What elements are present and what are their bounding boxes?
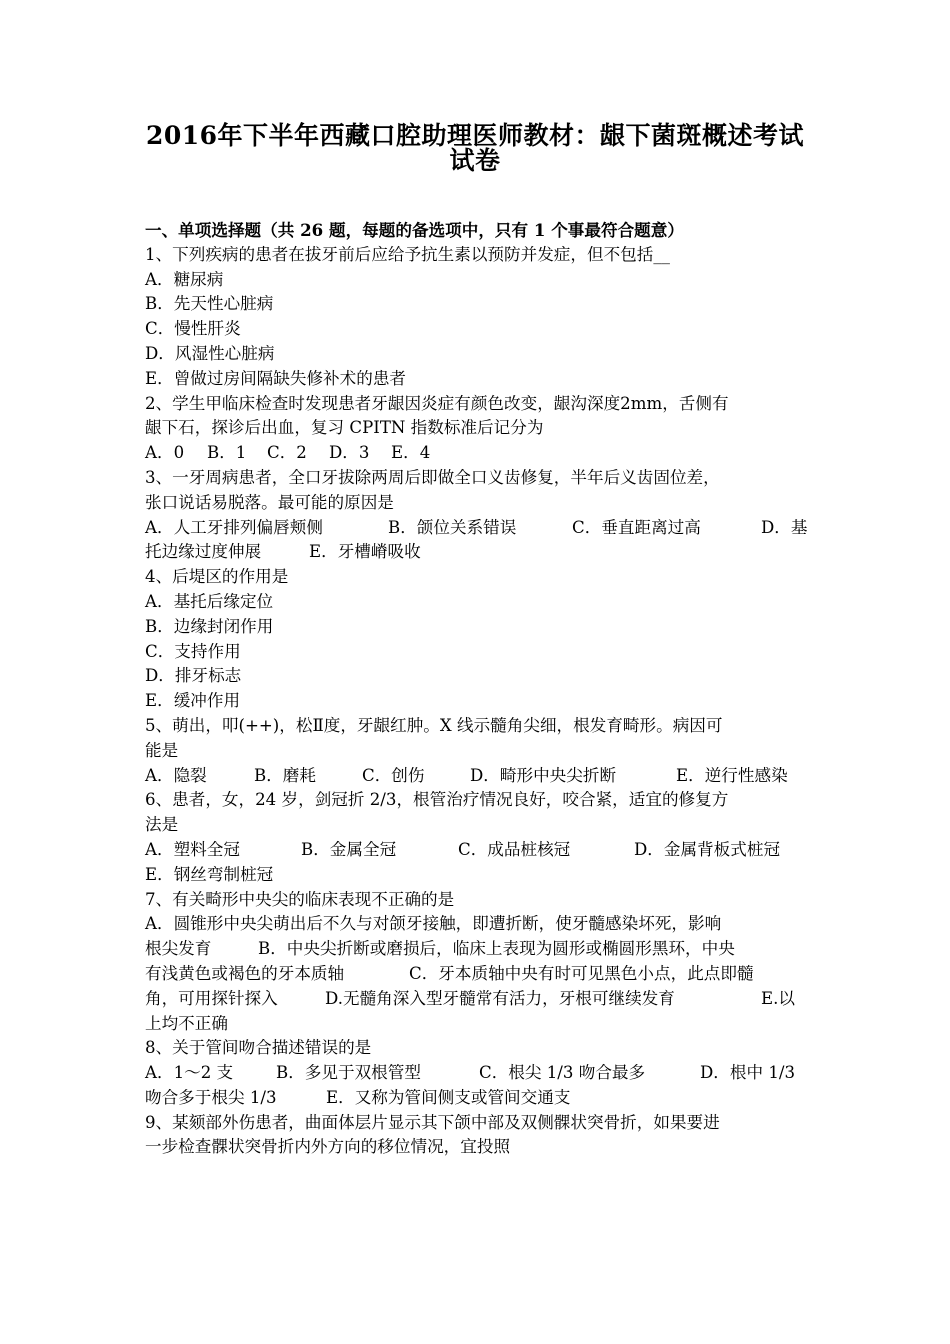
question-6-option-a: A．塑料全冠 <box>145 839 240 859</box>
question-1-option-d: D．风湿性心脏病 <box>145 343 275 363</box>
question-7-option-d: D.无髓角深入型牙髓常有活力，牙根可继续发育 <box>325 988 675 1008</box>
question-3-option-c: C．垂直距离过高 <box>572 517 701 537</box>
question-1-option-c: C．慢性肝炎 <box>145 319 241 339</box>
question-7-option-c: C．牙本质轴中央有时可见黑色小点，此点即髓 <box>409 963 754 983</box>
question-4-option-e: E．缓冲作用 <box>145 691 241 711</box>
question-3-option-d-end: 托边缘过度伸展 <box>145 542 262 562</box>
question-8-option-e: E．又称为管间侧支或管间交通支 <box>326 1087 571 1107</box>
question-5-option-d: D．畸形中央尖折断 <box>470 765 617 785</box>
question-2-option-e: E．4 <box>391 443 431 463</box>
question-4-option-b: B．边缘封闭作用 <box>145 616 274 636</box>
question-4-option-d: D．排牙标志 <box>145 666 242 686</box>
question-8-option-b: B．多见于双根管型 <box>276 1063 421 1083</box>
section-heading: 一、单项选择题（共 26 题，每题的备选项中，只有 1 个事最符合题意） <box>145 220 684 240</box>
question-6-option-d: D．金属背板式桩冠 <box>634 839 781 859</box>
question-6-option-c: C．成品桩核冠 <box>458 839 571 859</box>
question-7-option-b-end: 有浅黄色或褐色的牙本质轴 <box>145 963 345 983</box>
question-9-line-1: 9、某颏部外伤患者，曲面体层片显示其下颌中部及双侧髁状突骨折，如果要进 <box>145 1112 720 1132</box>
question-6-options <box>145 838 810 863</box>
question-1-option-a: A．糖尿病 <box>145 269 224 289</box>
question-1: 1、下列疾病的患者在拔牙前后应给予抗生素以预防并发症，但不包括__ <box>145 244 670 264</box>
question-6-option-e: E．钢丝弯制桩冠 <box>145 864 274 884</box>
question-3-option-e: E．牙槽嵴吸收 <box>309 542 421 562</box>
question-8: 8、关于管间吻合描述错误的是 <box>145 1038 372 1058</box>
question-3-option-a: A．人工牙排列偏唇颊侧 <box>145 517 323 537</box>
question-7-options-line-3 <box>145 962 810 987</box>
question-1-option-b: B．先天性心脏病 <box>145 294 274 314</box>
question-8-option-a: A．1～2 支 <box>145 1063 234 1083</box>
question-7-option-e: E.以 <box>761 988 795 1008</box>
question-1-option-e: E．曾做过房间隔缺失修补术的患者 <box>145 368 407 388</box>
question-7-option-b: B．中央尖折断或磨损后，临床上表现为圆形或椭圆形黑环，中央 <box>258 939 735 959</box>
question-9-line-2: 一步检查髁状突骨折内外方向的移位情况，宜投照 <box>145 1137 511 1157</box>
document-title <box>140 112 810 175</box>
question-5-option-c: C．创伤 <box>362 765 425 785</box>
document-body <box>145 218 810 1160</box>
question-5-line-2: 能是 <box>145 740 179 760</box>
question-6-option-b: B．金属全冠 <box>301 839 397 859</box>
question-3-option-d-start: D．基 <box>761 517 808 537</box>
title-line-2: 试卷 <box>449 145 501 175</box>
question-7-options-line-4 <box>145 987 810 1012</box>
question-3-options-line-1 <box>145 516 810 541</box>
question-2-line-2: 龈下石，探诊后出血，复习 CPITN 指数标准后记分为 <box>145 418 544 438</box>
question-8-options-line-1 <box>145 1061 810 1086</box>
question-7: 7、有关畸形中央尖的临床表现不正确的是 <box>145 889 455 909</box>
question-3-line-1: 3、一牙周病患者，全口牙拔除两周后即做全口义齿修复，半年后义齿固位差， <box>145 467 720 487</box>
question-4-option-a: A．基托后缘定位 <box>145 591 274 611</box>
question-5-line-1: 5、萌出，叩(++)，松Ⅱ度，牙龈红肿。X 线示髓角尖细，根发育畸形。病因可 <box>145 715 723 735</box>
question-7-option-a-end: 根尖发育 <box>145 939 212 959</box>
question-2-options <box>145 441 810 466</box>
question-2-option-b: B．1 <box>207 443 247 463</box>
question-7-option-c-end: 角，可用探针探入 <box>145 988 278 1008</box>
question-8-option-d: D．根中 1/3 <box>700 1063 796 1083</box>
question-7-option-e-end: 上均不正确 <box>145 1013 228 1033</box>
question-6-line-1: 6、患者，女，24 岁，剑冠折 2/3，根管治疗情况良好，咬合紧，适宜的修复方 <box>145 790 729 810</box>
title-line-1: 2016年下半年西藏口腔助理医师教材：龈下菌斑概述考试 <box>145 121 805 150</box>
question-7-option-a: A．圆锥形中央尖萌出后不久与对颌牙接触，即遭折断，使牙髓感染坏死，影响 <box>145 914 722 934</box>
question-2-line-1: 2、学生甲临床检查时发现患者牙龈因炎症有颜色改变，龈沟深度2mm，舌侧有 <box>145 393 729 413</box>
question-5-options <box>145 764 810 789</box>
question-7-options-line-2 <box>145 937 810 962</box>
question-6-line-2: 法是 <box>145 815 179 835</box>
question-3-options-line-2 <box>145 540 810 565</box>
question-8-option-d-end: 吻合多于根尖 1/3 <box>145 1087 277 1107</box>
question-2-option-d: D．3 <box>329 443 370 463</box>
question-4: 4、后堤区的作用是 <box>145 567 289 587</box>
question-2-option-a: A．0 <box>145 443 185 463</box>
question-2-option-c: C．2 <box>267 443 307 463</box>
question-3-option-b: B．颌位关系错误 <box>388 517 517 537</box>
question-5-option-e: E．逆行性感染 <box>676 765 788 785</box>
question-4-option-c: C．支持作用 <box>145 641 241 661</box>
question-3-line-2: 张口说话易脱落。最可能的原因是 <box>145 492 394 512</box>
question-5-option-a: A．隐裂 <box>145 765 207 785</box>
question-8-option-c: C．根尖 1/3 吻合最多 <box>479 1063 646 1083</box>
question-5-option-b: B．磨耗 <box>254 765 316 785</box>
question-8-options-line-2 <box>145 1086 810 1111</box>
